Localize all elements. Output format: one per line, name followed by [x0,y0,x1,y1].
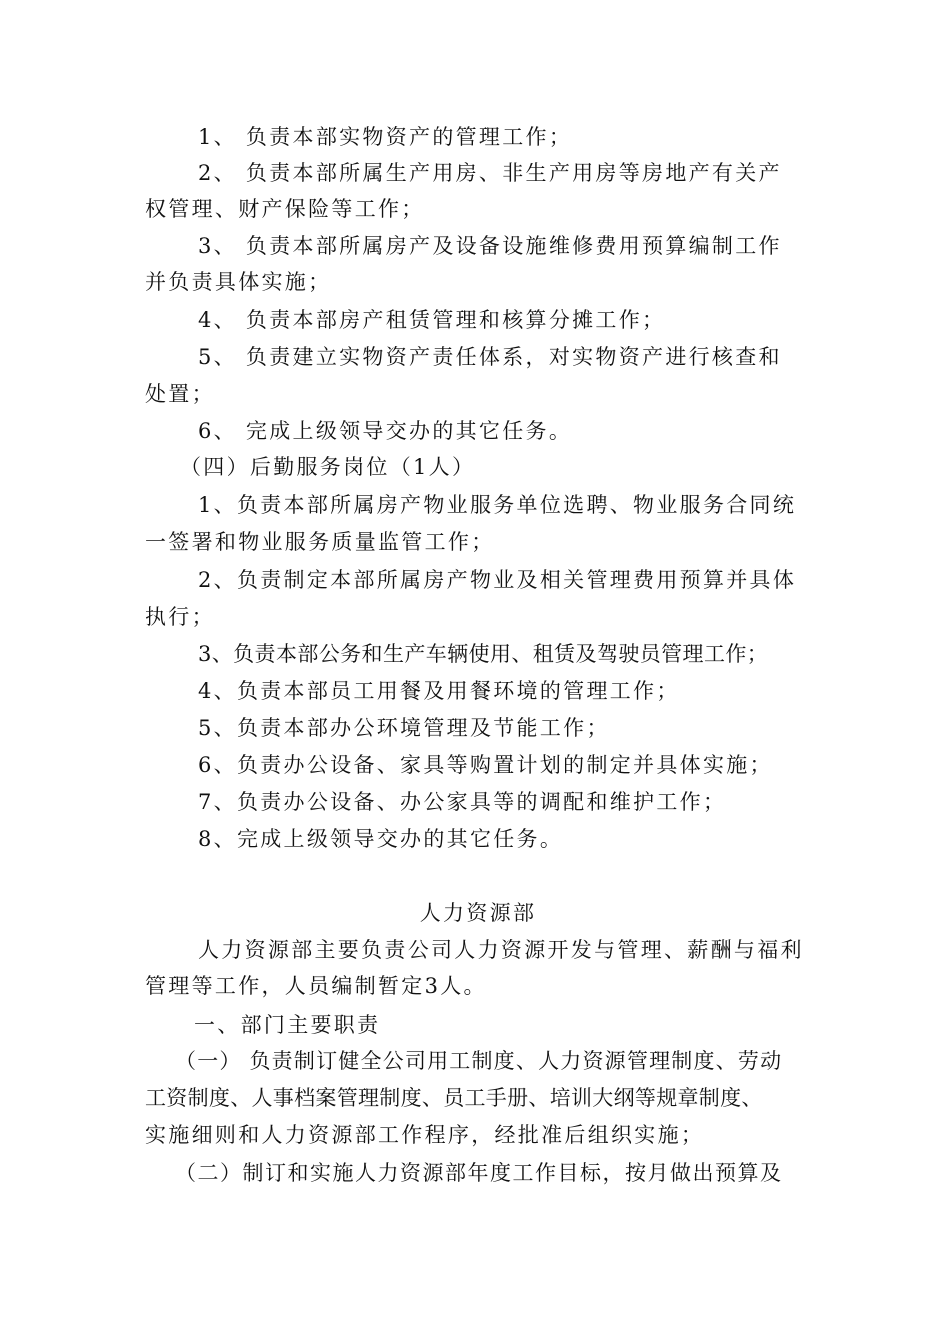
list-item: 8、完成上级领导交办的其它任务。 [198,827,564,851]
list-item: 3、 负责本部所属房产及设备设施维修费用预算编制工作 [198,234,782,258]
paragraph-continuation: 管理等工作，人员编制暂定3人。 [145,974,487,998]
list-item: 1、负责本部所属房产物业服务单位选聘、物业服务合同统 [198,493,797,517]
paragraph: 人力资源部主要负责公司人力资源开发与管理、薪酬与福利 [198,938,804,962]
list-item: 4、 负责本部房产租赁管理和核算分摊工作； [198,308,666,332]
list-item: 3、负责本部公务和生产车辆使用、租赁及驾驶员管理工作； [198,642,769,666]
list-item-continuation: 处置； [145,382,215,406]
list-item: 1、 负责本部实物资产的管理工作； [198,125,573,149]
list-item-continuation: 并负责具体实施； [145,270,332,294]
section-subheading: （四）后勤服务岗位（1人） [180,455,476,479]
list-item: 2、负责制定本部所属房产物业及相关管理费用预算并具体 [198,568,797,592]
list-item: 5、 负责建立实物资产责任体系，对实物资产进行核查和 [198,345,782,369]
list-item-continuation: 一签署和物业服务质量监管工作； [145,530,495,554]
list-item-continuation: 权管理、财产保险等工作； [145,197,425,221]
list-item: （二）制订和实施人力资源部年度工作目标，按月做出预算及 [175,1161,783,1185]
list-item-continuation: 实施细则和人力资源部工作程序，经批准后组织实施； [145,1123,705,1147]
list-item-continuation: 执行； [145,605,215,629]
list-item: 4、负责本部员工用餐及用餐环境的管理工作； [198,679,680,703]
list-item: 6、 完成上级领导交办的其它任务。 [198,419,573,443]
list-item: 7、负责办公设备、办公家具等的调配和维护工作； [198,790,727,814]
list-item: 6、负责办公设备、家具等购置计划的制定并具体实施； [198,753,773,777]
list-item-continuation: 工资制度、人事档案管理制度、员工手册、培训大纲等规章制度、 [145,1086,763,1110]
section-heading: 一、部门主要职责 [194,1013,381,1037]
list-item: 2、 负责本部所属生产用房、非生产用房等房地产有关产 [198,161,782,185]
section-title: 人力资源部 [419,901,537,925]
list-item: 5、负责本部办公环境管理及节能工作； [198,716,610,740]
list-item: （一） 负责制订健全公司用工制度、人力资源管理制度、劳动 [175,1049,783,1073]
